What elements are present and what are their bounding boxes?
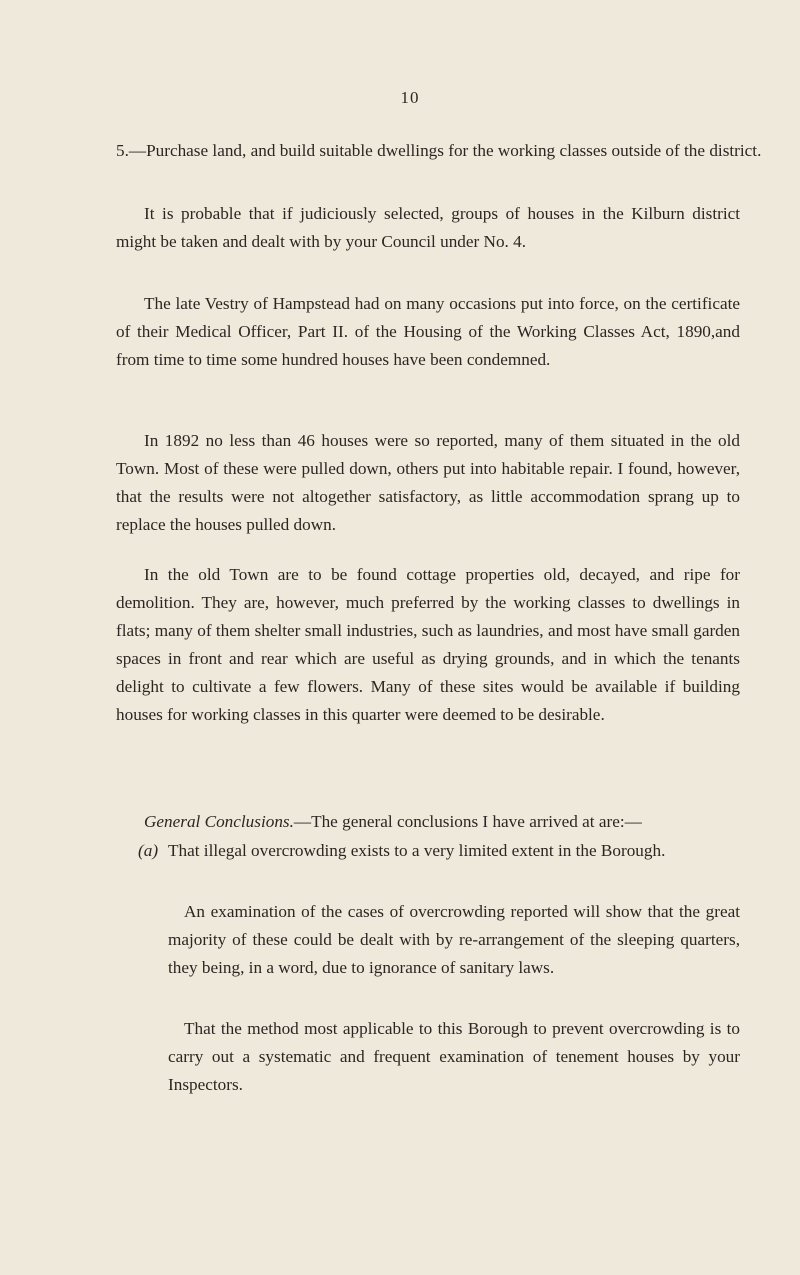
examination-paragraph: An examination of the cases of overcrowding reported will show that the great majority of these could be dealt with by re-arrangement of the sleeping quarters, they being, in a word, due to ignorance of sanitary laws. <box>168 902 740 977</box>
conclusion-item-a <box>138 837 770 865</box>
old-town-paragraph: In the old Town are to be found cottage properties old, decayed, and ripe for demolition. They are, however, much preferred by the working classes to dwellings in flats; many of them shelter small industries, such as laundries, and most have small garden spaces in front and rear which are useful as drying grounds, and in which the tenants delight to cultivate a few flowers. Many of these sites would be available if building houses for working classes in this quarter were deemed to be desirable. <box>116 565 740 724</box>
kilburn-paragraph: It is probable that if judiciously selected, groups of houses in the Kilburn district might be taken and dealt with by your Council under No. 4. <box>116 204 740 251</box>
general-conclusions-heading: General Conclusions. <box>144 812 294 831</box>
general-conclusions-intro <box>116 808 740 836</box>
conclusion-item-a-label: (a) <box>138 841 159 860</box>
page-number: 10 <box>400 88 420 107</box>
year-1892-paragraph: In 1892 no less than 46 houses were so reported, many of them situated in the old Town. Most of these were pulled down, others put into habitable repair. I found, however, that the results were not altogether satisfactory, as little accommodation sprang up to replace the houses pulled down. <box>116 431 740 534</box>
method-paragraph: That the method most applicable to this Borough to prevent overcrowding is to carry out a systematic and frequent examination of tenement houses by your Inspectors. <box>168 1019 740 1094</box>
vestry-paragraph: The late Vestry of Hampstead had on many occasions put into force, on the certificate of their Medical Officer, Part II. of the Housing of the Working Classes Act, 1890,and from time to time some hundred houses have been condemned. <box>116 294 740 369</box>
conclusion-item-a-text: That illegal overcrowding exists to a very limited extent in the Borough. <box>168 841 666 860</box>
general-conclusions-intro-text: —The general conclusions I have arrived at are:— <box>293 812 642 831</box>
item-5-paragraph: 5.—Purchase land, and build suitable dwellings for the working classes outside of the district. <box>116 141 762 160</box>
